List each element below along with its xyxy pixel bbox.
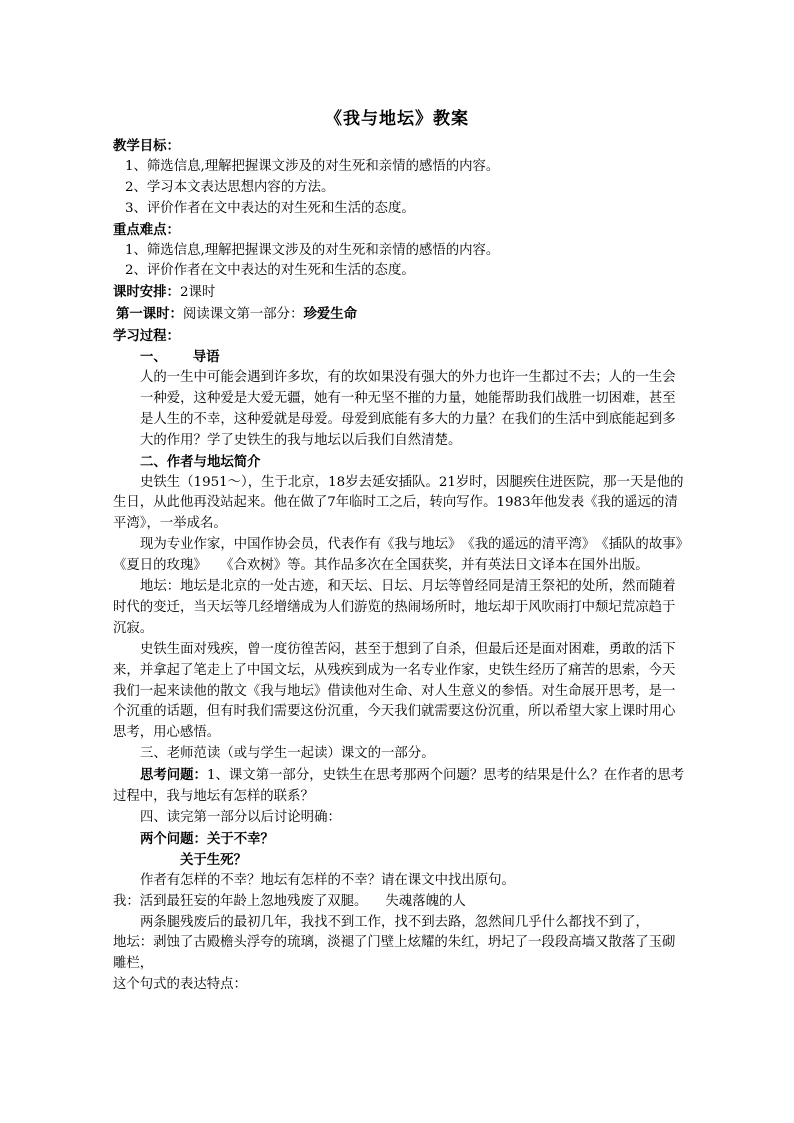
author-bio-paragraph: 史铁生（1951～），生于北京，18岁去延安插队。21岁时，因腿疾住进医院，那一天是他的生日，从此他再没站起来。他在做了7年临时工之后，转向写作。1983年他发表《我的遥远的清平湾》，一举成名。 xyxy=(113,474,684,532)
document-title: 《我与地坛》教案 xyxy=(325,109,469,129)
works-paragraph: 现为专业作家，中国作协会员，代表作有《我与地坛》 《我的遥远的清平湾》 《插队的故事》 《夏日的玫瑰》 《合欢树》等。其作品多次在全国获奖，并有英法日文译本在国外出版。 xyxy=(113,537,696,574)
altar-intro-paragraph: 地坛：地坛是北京的一处古迹，和天坛、日坛、月坛等曾经同是清王祭祀的处所，然而随着时代的变迁，当天坛等几经增缮成为人们游览的热闹场所时，地坛却于风吹雨打中颓圮荒凉趋于沉寂。 xyxy=(113,579,676,636)
question-prompt: 作者有怎样的不幸？地坛有怎样的不幸？请在课文中找出原句。 xyxy=(140,872,515,888)
author-life-paragraph: 史铁生面对残疾，曾一度彷徨苦闷，甚至于想到了自杀，但最后还是面对困难，勇敢的活下来，并拿起了笔走上了中国文坛，从残疾到成为一名专业作家，史铁生经历了痛苦的思索，今天我们一起来读他的散文《我与地坛》借读他对生命、对人生意义的参悟。对生命展开思考，是一个沉重的话题，但有时我们需要这份沉重，今天我们就需要这份沉重，所以希望大家上课时用心思考，用心感悟。 xyxy=(113,641,676,741)
thinking-text: 1、课文第一部分，史铁生在思考那两个问题？思考的结果是什么？在作者的思考过程中，我与地坛有怎样的联系？ xyxy=(113,768,685,805)
lesson1-topic: 珍爱生命 xyxy=(303,306,358,323)
document-body xyxy=(113,136,696,996)
altar-line: 地坛：剥蚀了古殿檐头浮夸的琉璃，淡褪了门壁上炫耀的朱红，坍圮了一段段高墙又散落了玉砌雕栏， xyxy=(113,935,676,972)
intro-title: 导语 xyxy=(192,349,220,366)
schedule-line xyxy=(113,282,685,304)
lesson1-text: 阅读课文第一部分： xyxy=(182,307,304,323)
section4-line: 四、读完第一部分以后讨论明确： xyxy=(140,810,341,825)
schedule-value: 2课时 xyxy=(179,285,216,301)
me-line xyxy=(113,892,685,913)
intro-num: 一、 xyxy=(140,349,167,366)
objective-item: 3、评价作者在文中表达的对生死和生活的态度。 xyxy=(125,200,415,216)
key-point-item: 1、筛选信息,理解把握课文涉及的对生死和亲情的感悟的内容。 xyxy=(125,242,500,258)
objective-item: 2、学习本文表达思想内容的方法。 xyxy=(125,179,335,195)
two-questions-line: 两个问题：关于不幸？ xyxy=(140,830,274,847)
objectives-heading: 教学目标： xyxy=(113,138,180,154)
me-line-text: 我：活到最狂妄的年龄上忽地残废了双腿。 xyxy=(113,893,368,909)
pattern-line: 这个句式的表达特点： xyxy=(113,977,247,993)
objective-item: 1、筛选信息,理解把握课文涉及的对生死和亲情的感悟的内容。 xyxy=(125,158,500,174)
me-line-tail: 失魂落魄的人 xyxy=(385,893,466,909)
lesson1-label: 第一课时： xyxy=(116,306,183,323)
key-points-heading: 重点难点： xyxy=(113,221,180,238)
section3-line: 三、老师范读（或与学生一起读）课文的一部分。 xyxy=(140,746,435,762)
schedule-label: 课时安排： xyxy=(113,284,180,301)
legs-paragraph: 两条腿残废后的最初几年，我找不到工作，找不到去路，忽然间几乎什么都找不到了， xyxy=(140,914,649,930)
thinking-label: 思考问题： xyxy=(140,767,207,784)
section2-heading: 二、作者与地坛简介 xyxy=(140,453,261,470)
intro-paragraph: 人的一生中可能会遇到许多坎，有的坎如果没有强大的外力也许一生都过不去；人的一生会一种爱，这种爱是大爱无疆，她有一种无坚不摧的力量，她能帮助我们战胜一切困难，甚至是人生的不幸，这种爱就是母爱。母爱到底能有多大的力量？在我们的生活中到底能起到多大的作用？学了史铁生的我与地坛以后我们自然清楚。 xyxy=(140,369,676,448)
process-heading: 学习过程： xyxy=(113,328,180,345)
key-point-item: 2、评价作者在文中表达的对生死和生活的态度。 xyxy=(125,263,415,279)
lesson1-line xyxy=(113,304,685,326)
thinking-paragraph xyxy=(113,765,685,808)
life-death-line: 关于生死？ xyxy=(180,851,247,868)
intro-heading xyxy=(113,347,685,368)
